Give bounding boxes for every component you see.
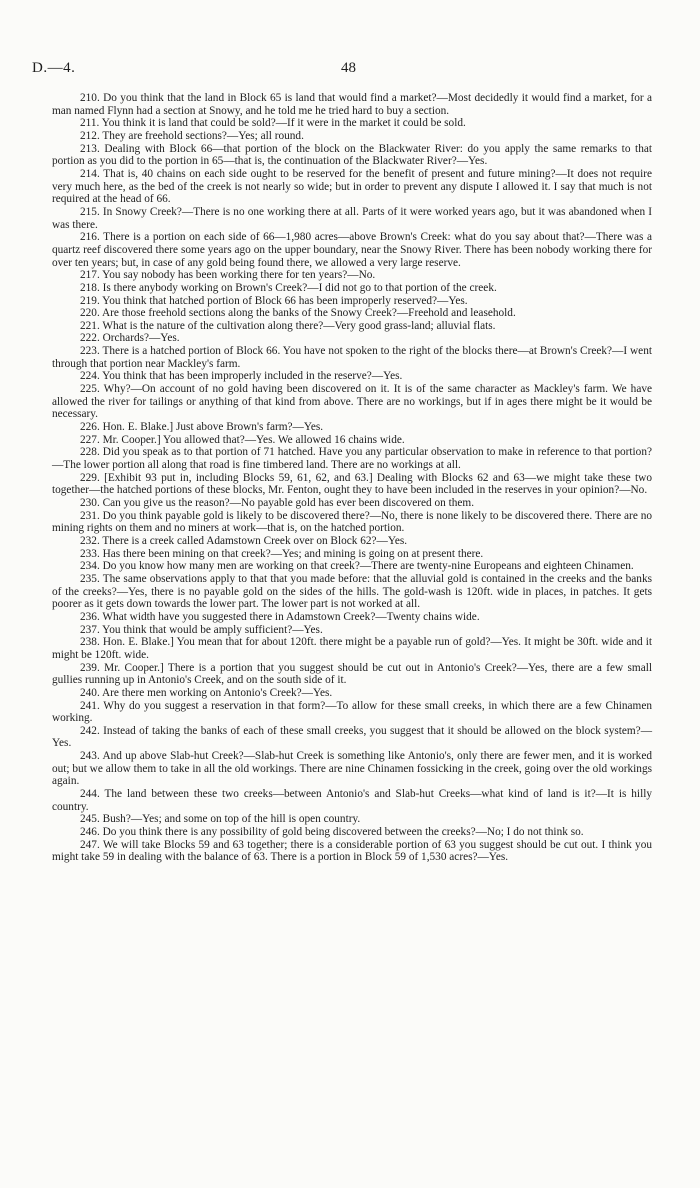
testimony-paragraph: 237. You think that would be amply sufficient?—Yes. — [80, 623, 323, 636]
testimony-paragraph: 212. They are freehold sections?—Yes; all round. — [80, 129, 304, 142]
testimony-paragraph: 240. Are there men working on Antonio's Creek?—Yes. — [80, 686, 333, 699]
testimony-paragraph: 247. We will take Blocks 59 and 63 together; there is a considerable portion of 63 you suggest should be cut out. I think you might take 59 in dealing with the balance of 63. There is a portion in Block 59 of 1,530 acres?—Yes. — [52, 838, 652, 864]
testimony-paragraph: 221. What is the nature of the cultivation along there?—Very good grass-land; alluvial flats. — [80, 319, 496, 332]
testimony-paragraph: 235. The same observations apply to that that you made before: that the alluvial gold is contained in the creeks and the banks of the creeks?—Yes, there is no payable gold on the sides of the hills. The gold-wash is 120ft. wide in places, in patches. It gets poorer as it gets down towards the lower part. The lower part is not worked at all. — [52, 572, 652, 611]
document-reference: D.—4. — [32, 60, 76, 76]
testimony-paragraph: 222. Orchards?—Yes. — [80, 332, 180, 345]
testimony-paragraph: 239. Mr. Cooper.] There is a portion that you suggest should be cut out in Antonio's Creek?—Yes, there are a few small gullies running up in Antonio's Creek, and on the south side of it. — [52, 661, 652, 687]
testimony-paragraph: 224. You think that has been improperly included in the reserve?—Yes. — [80, 370, 403, 383]
testimony-paragraph: 220. Are those freehold sections along the banks of the Snowy Creek?—Freehold and leasehold. — [80, 307, 516, 320]
testimony-paragraph: 218. Is there anybody working on Brown's Creek?—I did not go to that portion of the creek. — [80, 281, 497, 294]
testimony-paragraph: 234. Do you know how many men are working on that creek?—There are twenty-nine Europeans and eighteen Chinamen. — [80, 560, 634, 573]
page-number: 48 — [341, 60, 356, 76]
page-header — [32, 60, 668, 80]
testimony-paragraph: 226. Hon. E. Blake.] Just above Brown's farm?—Yes. — [80, 421, 324, 434]
testimony-paragraph: 219. You think that hatched portion of Block 66 has been improperly reserved?—Yes. — [80, 294, 468, 307]
testimony-body — [52, 92, 652, 864]
testimony-paragraph: 228. Did you speak as to that portion of 71 hatched. Have you any particular observation to make in reference to that portion?—The lower portion all along that road is fine timbered land. There are no workings at all. — [52, 446, 652, 472]
testimony-paragraph: 246. Do you think there is any possibility of gold being discovered between the creeks?—No; I do not think so. — [80, 826, 584, 839]
testimony-paragraph: 231. Do you think payable gold is likely to be discovered there?—No, there is none likely to be discovered there. There are no mining rights on them and no miners at work—that is, on the hatched portion. — [52, 509, 652, 535]
testimony-paragraph: 230. Can you give us the reason?—No payable gold has ever been discovered on them. — [80, 497, 475, 509]
testimony-paragraph: 210. Do you think that the land in Block 65 is land that would find a market?—Most decidedly it would find a market, for a man named Flynn had a section at Snowy, and he told me he tried hard to buy a section. — [52, 92, 652, 117]
testimony-paragraph: 216. There is a portion on each side of 66—1,980 acres—above Brown's Creek: what do you say about that?—There was a quartz reef discovered there some years ago on the upper boundary, near the Snowy River. There has been nobody working there for over ten years; but, in case of any gold being found there, we allowed a very large reserve. — [52, 231, 652, 269]
testimony-paragraph: 217. You say nobody has been working there for ten years?—No. — [80, 269, 376, 282]
testimony-paragraph: 215. In Snowy Creek?—There is no one working there at all. Parts of it were worked years ago, but it was abandoned when I was there. — [52, 205, 652, 231]
testimony-paragraph: 214. That is, 40 chains on each side ought to be reserved for the benefit of present and future mining?—It does not require very much here, as the bed of the creek is not nearly so wide; but in order to prevent any dispute I allowed it. I say that much is not required at the head of 66. — [52, 167, 652, 206]
testimony-paragraph: 244. The land between these two creeks—between Antonio's and Slab-hut Creeks—what kind of land is it?—It is hilly country. — [52, 788, 652, 813]
testimony-paragraph: 232. There is a creek called Adamstown Creek over on Block 62?—Yes. — [80, 534, 408, 547]
testimony-paragraph: 229. [Exhibit 93 put in, including Blocks 59, 61, 62, and 63.] Dealing with Blocks 62 and 63—we might take these two together—the hatched portions of these blocks, Mr. Fenton, ought they to have been included in the reserves in your opinion?—No. — [52, 471, 652, 497]
testimony-paragraph: 211. You think it is land that could be sold?—If it were in the market it could be sold. — [80, 117, 466, 130]
testimony-paragraph: 236. What width have you suggested there in Adamstown Creek?—Twenty chains wide. — [80, 610, 480, 623]
testimony-paragraph: 241. Why do you suggest a reservation in that form?—To allow for these small creeks, in which there are a few Chinamen working. — [52, 699, 652, 725]
testimony-paragraph: 238. Hon. E. Blake.] You mean that for about 120ft. there might be a payable run of gold?—Yes. It might be 30ft. wide and it might be 120ft. wide. — [52, 636, 652, 661]
testimony-paragraph: 242. Instead of taking the banks of each of these small creeks, you suggest that it should be allowed on the block system?—Yes. — [52, 724, 652, 750]
testimony-paragraph: 227. Mr. Cooper.] You allowed that?—Yes. We allowed 16 chains wide. — [80, 433, 405, 446]
testimony-paragraph: 213. Dealing with Block 66—that portion of the block on the Blackwater River: do you apply the same remarks to that portion as you did to the portion in 65—that is, the continuation of the Blackwater River?—Yes. — [52, 142, 652, 168]
testimony-paragraph: 225. Why?—On account of no gold having been discovered on it. It is of the same character as Mackley's farm. We have allowed the river for tailings or anything of that kind from above. There are no workings, but if in ages there might be it would be necessary. — [52, 383, 652, 421]
testimony-paragraph: 233. Has there been mining on that creek?—Yes; and mining is going on at present there. — [80, 547, 484, 560]
testimony-paragraph: 223. There is a hatched portion of Block 66. You have not spoken to the right of the blocks there—at Brown's Creek?—I went through that portion near Mackley's farm. — [52, 345, 652, 370]
testimony-paragraph: 245. Bush?—Yes; and some on top of the hill is open country. — [80, 813, 361, 826]
testimony-paragraph: 243. And up above Slab-hut Creek?—Slab-hut Creek is something like Antonio's, only there are fewer men, and it is worked out; but we allow them to take in all the old workings. There are nine Chinamen fossicking in the creek, going over the old workings again. — [52, 750, 652, 788]
